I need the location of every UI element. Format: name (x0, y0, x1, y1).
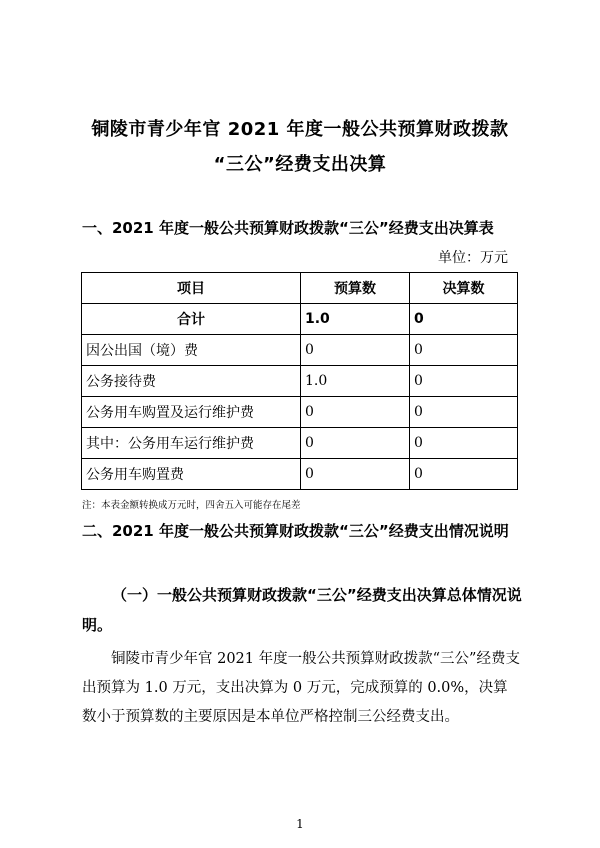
header-budget: 预算数 (301, 273, 410, 304)
row-budget: 0 (301, 335, 410, 366)
page-number: 1 (296, 817, 304, 831)
row-actual: 0 (410, 366, 518, 397)
row-item: 公务接待费 (82, 366, 301, 397)
document-title-line-2: “三公”经费支出决算 (213, 154, 387, 175)
table-row (82, 335, 518, 366)
row-budget: 0 (301, 397, 410, 428)
table-row-total (82, 304, 518, 335)
section-1-heading: 一、2021 年度一般公共预算财政拨款“三公”经费支出决算表 (82, 219, 494, 237)
row-actual: 0 (410, 459, 518, 490)
table-row (82, 459, 518, 490)
row-item: 其中：公务用车运行维护费 (82, 428, 301, 459)
header-item: 项目 (82, 273, 301, 304)
header-actual: 决算数 (410, 273, 518, 304)
three-public-expenses-table (81, 272, 518, 490)
section-2-subheading: （一）一般公共预算财政拨款“三公”经费支出决算总体情况说明。 (82, 586, 522, 634)
section-2-heading: 二、2021 年度一般公共预算财政拨款“三公”经费支出情况说明 (82, 522, 509, 540)
table-row (82, 397, 518, 428)
row-budget: 0 (301, 428, 410, 459)
row-item: 因公出国（境）费 (82, 335, 301, 366)
row-budget: 0 (301, 459, 410, 490)
row-item: 公务用车购置费 (82, 459, 301, 490)
row-actual: 0 (410, 397, 518, 428)
row-budget: 1.0 (301, 366, 410, 397)
row-item: 公务用车购置及运行维护费 (82, 397, 301, 428)
row-budget: 1.0 (301, 304, 410, 335)
table-row (82, 428, 518, 459)
row-actual: 0 (410, 304, 518, 335)
row-actual: 0 (410, 428, 518, 459)
table-header-row (82, 273, 518, 304)
row-actual: 0 (410, 335, 518, 366)
row-item: 合计 (82, 304, 301, 335)
unit-label: 单位：万元 (438, 250, 508, 266)
table-row (82, 366, 518, 397)
table-note: 注：本表金额转换成万元时，四舍五入可能存在尾差 (82, 500, 301, 511)
document-title-line-1: 铜陵市青少年官 2021 年度一般公共预算财政拨款 (91, 119, 509, 140)
section-2-paragraph: 铜陵市青少年官 2021 年度一般公共预算财政拨款“三公”经费支出预算为 1.0 万元，支出决算为 0 万元，完成预算的 0.0%，决算数小于预算数的主要原因是本单位严格控制三公经费支出。 (82, 651, 520, 725)
